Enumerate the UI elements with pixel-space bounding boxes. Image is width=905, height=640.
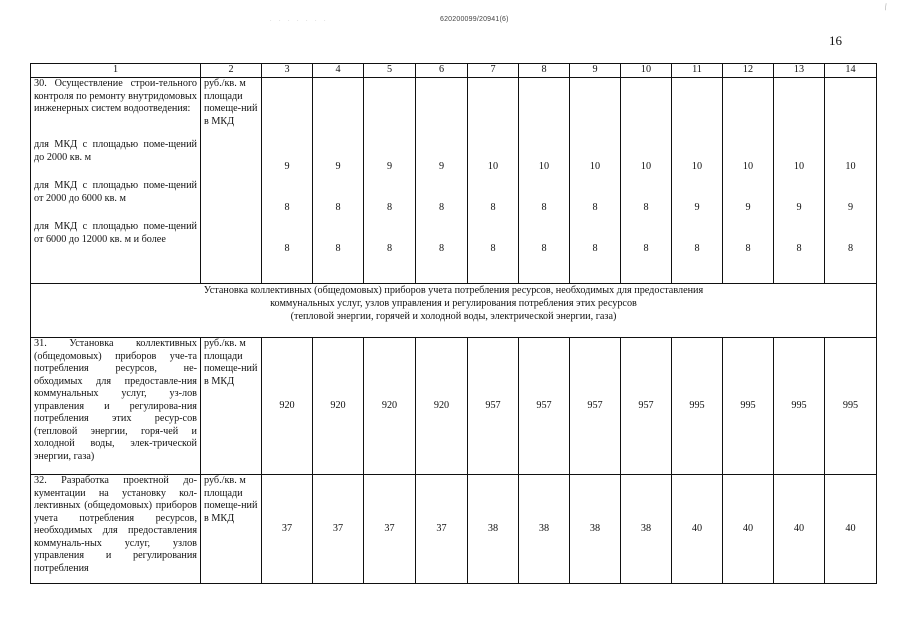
row-31-description [31,338,201,475]
row-32-unit: руб./кв. м площади помеще-ний в МКД [201,475,262,584]
row-30-col-3 [262,78,313,284]
cell-value: 9 [335,161,341,172]
cell-value: 8 [335,243,341,254]
cell-value: 8 [643,243,649,254]
row-30-sub-3: для МКД с площадью поме-щений от 6000 до 12000 кв. м и более [34,221,197,245]
column-header: 8 [519,64,570,78]
cell-value: 37 [262,475,313,584]
cell-value: 8 [694,243,700,254]
cell-value: 38 [519,475,570,584]
cell-value: 40 [825,475,877,584]
column-header: 3 [262,64,313,78]
cell-value: 8 [592,243,598,254]
row-30-col-9 [570,78,621,284]
cell-value: 10 [487,161,499,172]
table-row-31 [31,338,877,475]
cell-value: 8 [284,202,290,213]
cell-value: 8 [643,202,649,213]
table-row-32 [31,475,877,584]
row-30-col-11 [672,78,723,284]
cell-value: 957 [570,338,621,475]
column-header: 9 [570,64,621,78]
cell-value: 995 [672,338,723,475]
scan-artifact-text: . . . . . . . [270,17,329,23]
cell-value: 8 [745,243,751,254]
row-30-sub-2: для МКД с площадью поме-щений от 2000 до 6000 кв. м [34,180,197,204]
column-header: 5 [364,64,416,78]
cell-value: 9 [438,161,445,172]
cell-value: 8 [386,243,393,254]
cell-value: 40 [774,475,825,584]
cell-value: 37 [416,475,468,584]
section-heading-row [31,284,877,338]
cell-value: 8 [335,202,341,213]
cell-value: 920 [364,338,416,475]
cell-value: 10 [589,161,601,172]
cell-value: 10 [793,161,805,172]
cell-value: 40 [672,475,723,584]
column-header: 2 [201,64,262,78]
cell-value: 10 [845,161,856,172]
cell-value: 10 [691,161,703,172]
row-30-col-14 [825,78,877,284]
cell-value: 8 [438,202,445,213]
cell-value: 9 [386,161,393,172]
column-header: 12 [723,64,774,78]
column-header: 1 [31,64,201,78]
section-heading-line-2: коммунальных услуг, узлов управления и регулирования потребления этих ресурсов [270,298,637,309]
corner-mark: \ [881,1,889,14]
column-header: 7 [468,64,519,78]
row-30-unit: руб./кв. м площади помеще-ний в МКД [201,78,262,284]
cell-value: 957 [519,338,570,475]
table-row-30 [31,78,877,284]
column-header: 6 [416,64,468,78]
row-32-title: 32. Разработка проектной до-кументации на установку кол-лективных (общедомовых) приборов учета потребления ресурсов, необходимых для предоставления коммуналь-ных услуг, узлов управления и регулирования потребления [34,475,197,574]
column-header: 4 [313,64,364,78]
cell-value: 9 [694,202,700,213]
cell-value: 957 [621,338,672,475]
row-30-col-13 [774,78,825,284]
cell-value: 995 [825,338,877,475]
cell-value: 8 [592,202,598,213]
cell-value: 8 [490,202,496,213]
row-30-col-8 [519,78,570,284]
row-31-unit: руб./кв. м площади помеще-ний в МКД [201,338,262,475]
cell-value: 38 [570,475,621,584]
row-30-col-10 [621,78,672,284]
cell-value: 9 [847,202,854,213]
row-30-col-12 [723,78,774,284]
row-32-description [31,475,201,584]
row-30-col-4 [313,78,364,284]
row-30-col-6 [416,78,468,284]
row-31-title: 31. Установка коллективных (общедомовых) приборов уче-та потребления ресурсов, не-обходимых для предоставле-ния коммунальных услуг, уз-лов управления и регулирова-ния потребления этих ресур-сов (тепловой энергии, горя-чей и холодной воды, элек-трической энергии, газа) [34,338,197,462]
row-30-title: 30. Осуществление строи-тельного контроля по ремонту внутридомовых инженерных систем водоотведения: [34,78,197,114]
cell-value: 38 [468,475,519,584]
cell-value: 920 [262,338,313,475]
cell-value: 10 [640,161,652,172]
column-header: 10 [621,64,672,78]
cell-value: 40 [723,475,774,584]
section-heading [31,284,877,338]
page-number: 16 [829,33,842,48]
cell-value: 9 [745,202,751,213]
cell-value: 920 [416,338,468,475]
cell-value: 38 [621,475,672,584]
cell-value: 8 [847,243,854,254]
column-number-row [31,64,877,78]
cell-value: 37 [364,475,416,584]
cell-value: 37 [313,475,364,584]
cell-value: 995 [723,338,774,475]
cell-value: 8 [796,243,802,254]
cell-value: 957 [468,338,519,475]
column-header: 13 [774,64,825,78]
cell-value: 995 [774,338,825,475]
cell-value: 8 [490,243,496,254]
cell-value: 8 [541,202,547,213]
cell-value: 920 [313,338,364,475]
cell-value: 9 [284,161,290,172]
column-header: 11 [672,64,723,78]
tariff-table [30,63,877,584]
cell-value: 8 [438,243,445,254]
section-heading-line-1: Установка коллективных (общедомовых) приборов учета потребления ресурсов, необходимых для предоставления [203,285,704,296]
row-30-sub-1: для МКД с площадью поме-щений до 2000 кв. м [34,139,197,163]
section-heading-line-3: (тепловой энергии, горячей и холодной воды, электрической энергии, газа) [290,311,617,322]
cell-value: 10 [742,161,754,172]
row-30-description [31,78,201,284]
cell-value: 9 [796,202,802,213]
cell-value: 8 [284,243,290,254]
row-30-col-5 [364,78,416,284]
cell-value: 8 [386,202,393,213]
document-stamp: 620200099/20941(6) [440,16,509,23]
cell-value: 10 [538,161,550,172]
cell-value: 8 [541,243,547,254]
column-header: 14 [825,64,877,78]
row-30-col-7 [468,78,519,284]
